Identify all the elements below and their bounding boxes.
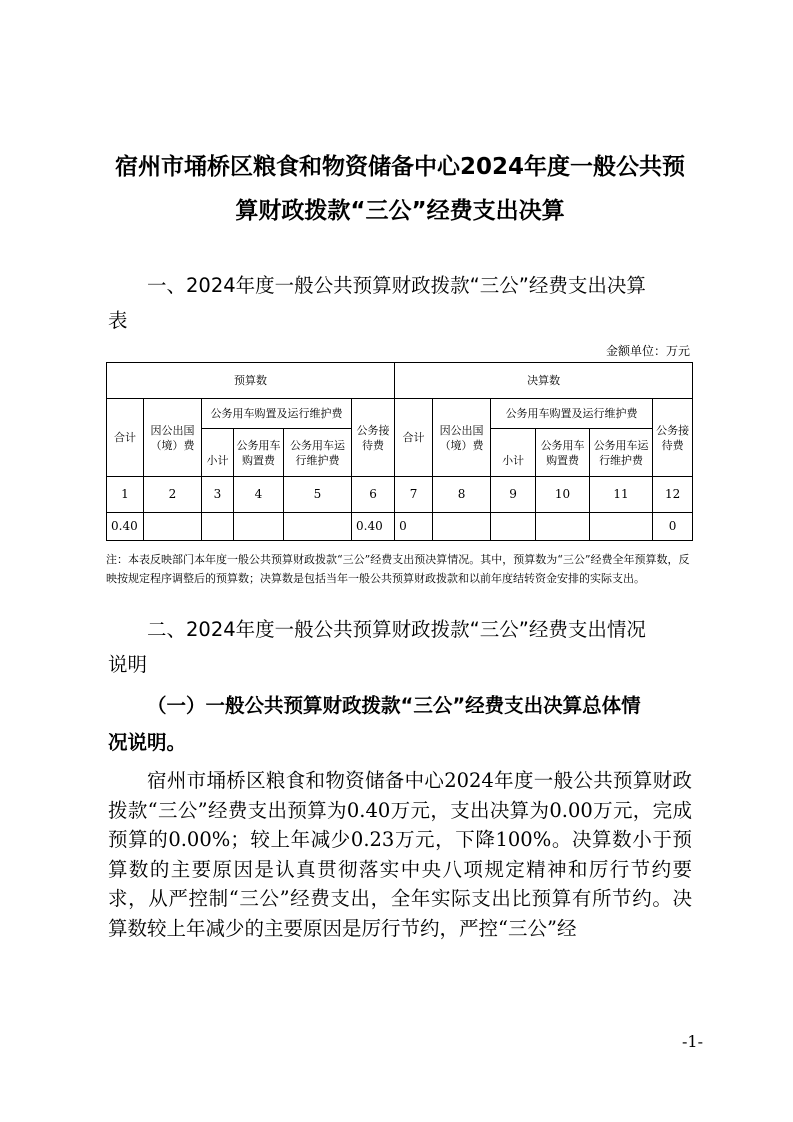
table-cell <box>234 513 284 541</box>
table-cell <box>491 513 536 541</box>
table-cell: 0.40 <box>107 513 144 541</box>
final-total-header: 合计 <box>395 399 433 477</box>
table-cell <box>284 513 352 541</box>
document-title-line-2: 算财政拨款“三公”经费支出决算 <box>235 198 565 224</box>
table-cell <box>590 513 653 541</box>
budget-operation-header: 公务用车运 行维护费 <box>284 429 352 477</box>
budget-total-header: 合计 <box>107 399 144 477</box>
table-cell: 8 <box>433 477 491 513</box>
table-cell <box>202 513 234 541</box>
table-cell: 11 <box>590 477 653 513</box>
table-header-row <box>107 363 693 399</box>
section-1-heading-continued: 表 <box>108 309 128 332</box>
table-cell: 3 <box>202 477 234 513</box>
final-operation-header: 公务用车运 行维护费 <box>590 429 653 477</box>
section-2-heading: 二、2024年度一般公共预算财政拨款“三公”经费支出情况 <box>147 618 646 641</box>
table-cell: 12 <box>653 477 693 513</box>
budget-header: 预算数 <box>107 363 395 399</box>
subsection-1-heading-continued: 况说明。 <box>108 731 187 754</box>
document-title-line-1: 宿州市埇桥区粮食和物资储备中心2024年度一般公共预 <box>114 154 685 180</box>
section-1-heading: 一、2024年度一般公共预算财政拨款“三公”经费支出决算 <box>147 274 646 297</box>
table-cell: 1 <box>107 477 144 513</box>
final-header: 决算数 <box>395 363 693 399</box>
table-cell: 10 <box>536 477 590 513</box>
subsection-1-heading: （一）一般公共预算财政拨款“三公”经费支出决算总体情 <box>147 694 641 717</box>
table-cell: 0 <box>395 513 433 541</box>
budget-subtotal-header: 小计 <box>202 429 234 477</box>
table-cell <box>433 513 491 541</box>
three-public-expenses-table <box>106 362 693 541</box>
table-index-row <box>107 477 693 513</box>
table-cell: 0 <box>653 513 693 541</box>
budget-vehicle-header: 公务用车购置及运行维护费 <box>202 399 352 429</box>
budget-purchase-header: 公务用车 购置费 <box>234 429 284 477</box>
table-subheader-row <box>107 399 693 429</box>
amount-unit-label: 金额单位：万元 <box>605 344 690 358</box>
table-cell <box>536 513 590 541</box>
table-note: 注：本表反映部门本年度一般公共预算财政拨款“三公”经费支出预决算情况。其中，预算数为“三公”经费全年预算数，反映按规定程序调整后的预算数；决算数是包括当年一般公共预算财政拨款和以前年度结转资金安排的实际支出。 <box>106 553 690 585</box>
final-abroad-header: 因公出国 （境）费 <box>433 399 491 477</box>
table-value-row <box>107 513 693 541</box>
final-vehicle-header: 公务用车购置及运行维护费 <box>491 399 653 429</box>
page-number: -1- <box>682 1032 703 1051</box>
table-cell: 4 <box>234 477 284 513</box>
table-cell <box>144 513 202 541</box>
budget-abroad-header: 因公出国 （境）费 <box>144 399 202 477</box>
section-2-heading-continued: 说明 <box>108 653 148 676</box>
final-purchase-header: 公务用车 购置费 <box>536 429 590 477</box>
budget-reception-header: 公务接 待费 <box>352 399 395 477</box>
final-reception-header: 公务接 待费 <box>653 399 693 477</box>
table-cell: 5 <box>284 477 352 513</box>
table-cell: 7 <box>395 477 433 513</box>
table-cell: 9 <box>491 477 536 513</box>
table-cell: 2 <box>144 477 202 513</box>
table-cell: 0.40 <box>352 513 395 541</box>
summary-paragraph: 宿州市埇桥区粮食和物资储备中心2024年度一般公共预算财政拨款“三公”经费支出预算为0.40万元，支出决算为0.00万元，完成预算的0.00%；较上年减少0.23万元，下降100%。决算数小于预算数的主要原因是认真贯彻落实中央八项规定精神和厉行节约要求，从严控制“三公”经费支出，全年实际支出比预算有所节约。决算数较上年减少的主要原因是厉行节约，严控“三公”经 <box>108 769 692 940</box>
table-cell: 6 <box>352 477 395 513</box>
final-subtotal-header: 小计 <box>491 429 536 477</box>
